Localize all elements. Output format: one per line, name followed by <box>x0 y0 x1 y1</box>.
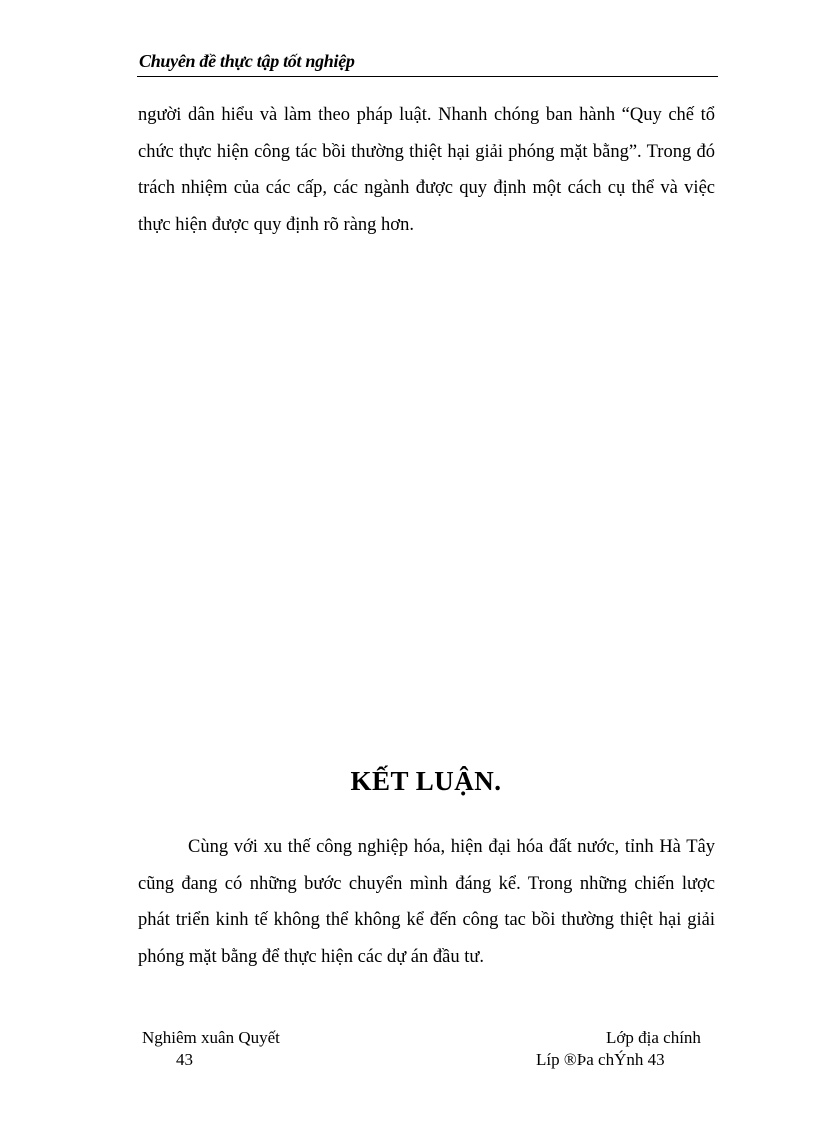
header-title: Chuyên đề thực tập tốt nghiệp <box>139 51 355 71</box>
intro-paragraph: người dân hiểu và làm theo pháp luật. Nhanh chóng ban hành “Quy chế tổ chức thực hiện công tác bồi thường thiệt hại giải phóng mặt bằng”. Trong đó trách nhiệm của các cấp, các ngành được quy định một cách cụ thể và việc thực hiện được quy định rõ ràng hơn. <box>138 105 715 235</box>
page-header <box>137 50 718 77</box>
footer-class-name-garbled: Líp ®Þa chÝnh 43 <box>536 1050 665 1069</box>
conclusion-heading: KẾT LUẬN. <box>350 766 502 796</box>
footer-class-name: Lớp địa chính <box>606 1028 701 1047</box>
footer-author-page: 43 <box>176 1050 193 1069</box>
conclusion-paragraph: Cùng với xu thế công nghiệp hóa, hiện đại hóa đất nước, tỉnh Hà Tây cũng đang có những bước chuyển mình đáng kể. Trong những chiến lược phát triển kinh tế không thể không kể đến công tac bồi thường thiệt hại giải phóng mặt bằng để thực hiện các dự án đầu tư. <box>138 837 715 967</box>
footer-author-name: Nghiêm xuân Quyết <box>142 1028 280 1047</box>
